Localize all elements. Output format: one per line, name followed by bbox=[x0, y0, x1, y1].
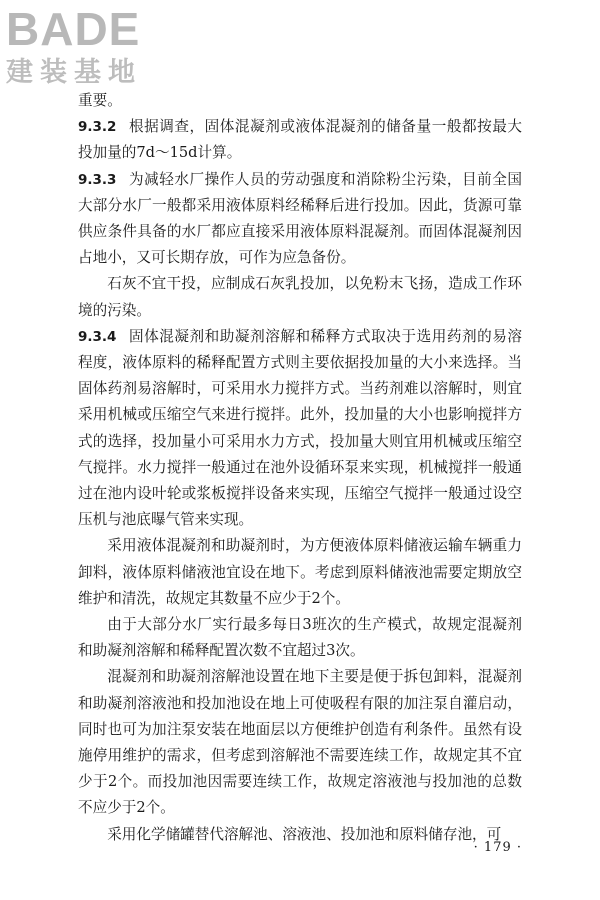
paragraph-liquid-storage bbox=[78, 533, 522, 612]
paragraph-text: 重要。 bbox=[78, 92, 122, 109]
watermark-brand: BADE bbox=[6, 3, 141, 55]
paragraph-text: 为减轻水厂操作人员的劳动强度和消除粉尘污染，目前全国大部分水厂一般都采用液体原料经稀释后进行投加。因此，货源可靠供应条件具备的水厂都应直接采用液体原料混凝剂。而固体混凝剂因占地小，又可长期存放，可作为应急备份。 bbox=[78, 170, 522, 267]
clause-number: 9.3.3 bbox=[78, 171, 117, 188]
paragraph-shifts bbox=[78, 612, 522, 664]
paragraph-lime bbox=[78, 271, 522, 323]
watermark-logo bbox=[6, 4, 176, 94]
paragraph-chemical-tanks bbox=[78, 822, 522, 848]
paragraph-9-3-2 bbox=[78, 114, 522, 166]
watermark-subtitle: 建装基地 bbox=[6, 57, 142, 88]
paragraph-text: 采用液体混凝剂和助凝剂时，为方便液体原料储液运输车辆重力卸料，液体原料储液池宜设在地下。考虑到原料储液池需要定期放空维护和清洗，故规定其数量不应少于2个。 bbox=[78, 537, 522, 607]
paragraph-text: 根据调查，固体混凝剂或液体混凝剂的储备量一般都按最大投加量的7d～15d计算。 bbox=[78, 118, 522, 162]
clause-number: 9.3.4 bbox=[78, 328, 117, 345]
paragraph-text: 混凝剂和助凝剂溶解池设置在地下主要是便于拆包卸料，混凝剂和助凝剂溶液池和投加池设在地上可使吸程有限的加注泵自灌启动，同时也可为加注泵安装在地面层以方便维护创造有利条件。虽然有设施停用维护的需求，但考虑到溶解池不需要连续工作，故规定其不宜少于2个。而投加池因需要连续工作，故规定溶液池与投加池的总数不应少于2个。 bbox=[78, 668, 522, 817]
paragraph-text: 石灰不宜干投，应制成石灰乳投加，以免粉末飞扬，造成工作环境的污染。 bbox=[78, 275, 522, 319]
paragraph-text: 由于大部分水厂实行最多每日3班次的生产模式，故规定混凝剂和助凝剂溶解和稀释配置次数不宜超过3次。 bbox=[78, 616, 522, 660]
paragraph-text: 固体混凝剂和助凝剂溶解和稀释方式取决于选用药剂的易溶程度，液体原料的稀释配置方式则主要依据投加量的大小来选择。当固体药剂易溶解时，可采用水力搅拌方式。当药剂难以溶解时，则宜采用机械或压缩空气来进行搅拌。此外，投加量的大小也影响搅拌方式的选择，投加量小可采用水力方式，投加量大则宜用机械或压缩空气搅拌。水力搅拌一般通过在池外设循环泵来实现，机械搅拌一般通过在池内设叶轮或浆板搅拌设备来实现，压缩空气搅拌一般通过设空压机与池底曝气管来实现。 bbox=[78, 327, 522, 529]
paragraph-9-3-4 bbox=[78, 324, 522, 534]
paragraph-text: 采用化学储罐替代溶解池、溶液池、投加池和原料储存池，可 bbox=[107, 825, 502, 843]
page-number: · 179 · bbox=[473, 840, 522, 855]
document-body bbox=[78, 88, 522, 848]
paragraph-continuation bbox=[78, 88, 522, 114]
paragraph-9-3-3 bbox=[78, 167, 522, 272]
paragraph-dissolving-tanks bbox=[78, 664, 522, 821]
clause-number: 9.3.2 bbox=[78, 119, 117, 136]
